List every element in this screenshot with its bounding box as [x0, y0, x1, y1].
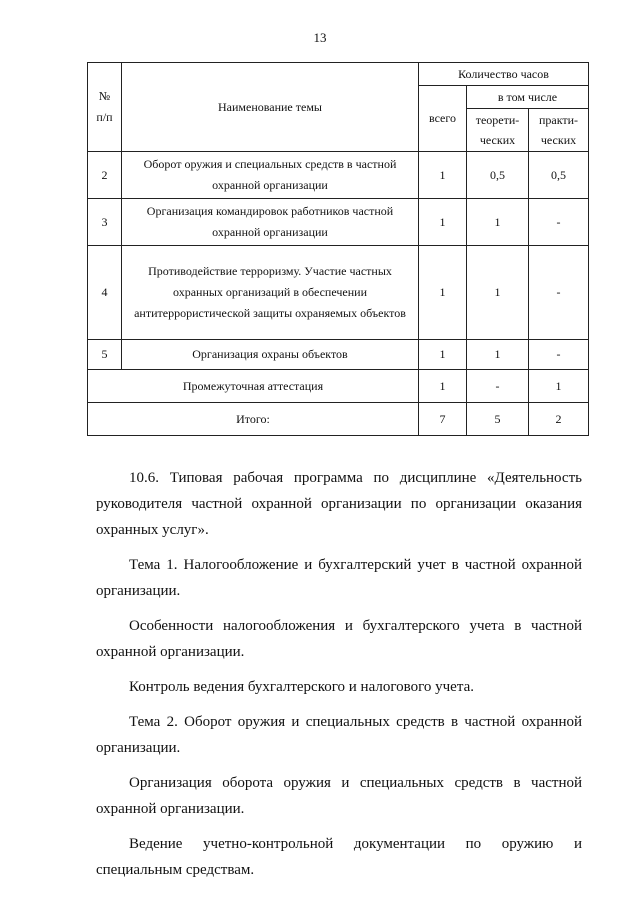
row-number: 2 [88, 152, 122, 199]
table-row [88, 199, 589, 246]
paragraph-topic-1-detail: Особенности налогообложения и бухгалтерского учета в частной охранной организации. [96, 618, 582, 660]
table-row [88, 246, 589, 340]
row-topic: Организация охраны объектов [122, 340, 419, 370]
row-number: 4 [88, 246, 122, 340]
row-theory: 1 [467, 246, 529, 340]
header-topic: Наименование темы [122, 63, 419, 152]
row-practice: - [529, 199, 589, 246]
paragraph-documentation: Ведение учетно-контрольной документации по оружию и специальным средствам. [96, 836, 582, 878]
paragraph-topic-2: Тема 2. Оборот оружия и специальных средств в частной охранной организации. [96, 714, 582, 756]
curriculum-table [87, 62, 589, 436]
table-header-row [88, 63, 589, 86]
row-topic: Организация командировок работников частной охранной организации [122, 199, 419, 246]
attestation-row [88, 370, 589, 403]
row-number: 5 [88, 340, 122, 370]
attestation-label: Промежуточная аттестация [88, 370, 419, 403]
row-practice: - [529, 340, 589, 370]
header-number: № п/п [88, 63, 122, 152]
header-practice: практи-ческих [529, 109, 589, 152]
paragraph-topic-2-detail: Организация оборота оружия и специальных средств в частной охранной организации. [96, 775, 582, 817]
summary-practice: 2 [529, 403, 589, 436]
row-total: 1 [419, 199, 467, 246]
row-theory: 1 [467, 340, 529, 370]
row-total: 1 [419, 152, 467, 199]
paragraph-program-title: 10.6. Типовая рабочая программа по дисциплине «Деятельность руководителя частной охранной организации по организации оказания охранных услуг». [96, 470, 582, 538]
paragraph-accounting-control: Контроль ведения бухгалтерского и налогового учета. [129, 679, 474, 695]
row-practice: 0,5 [529, 152, 589, 199]
summary-row [88, 403, 589, 436]
row-theory: 1 [467, 199, 529, 246]
attestation-practice: 1 [529, 370, 589, 403]
header-theory: теорети-ческих [467, 109, 529, 152]
row-practice: - [529, 246, 589, 340]
row-topic: Противодействие терроризму. Участие частных охранных организаций в обеспечении антитеррористической защиты охраняемых объектов [122, 246, 419, 340]
summary-label: Итого: [88, 403, 419, 436]
header-total: всего [419, 86, 467, 152]
row-number: 3 [88, 199, 122, 246]
paragraph-topic-1: Тема 1. Налогообложение и бухгалтерский учет в частной охранной организации. [96, 557, 582, 599]
table-row [88, 340, 589, 370]
row-total: 1 [419, 340, 467, 370]
document-body [96, 465, 582, 892]
attestation-total: 1 [419, 370, 467, 403]
table-row [88, 152, 589, 199]
header-including: в том числе [467, 86, 589, 109]
summary-total: 7 [419, 403, 467, 436]
header-hours: Количество часов [419, 63, 589, 86]
row-topic: Оборот оружия и специальных средств в частной охранной организации [122, 152, 419, 199]
page-number: 13 [313, 30, 327, 45]
summary-theory: 5 [467, 403, 529, 436]
attestation-theory: - [467, 370, 529, 403]
row-total: 1 [419, 246, 467, 340]
row-theory: 0,5 [467, 152, 529, 199]
